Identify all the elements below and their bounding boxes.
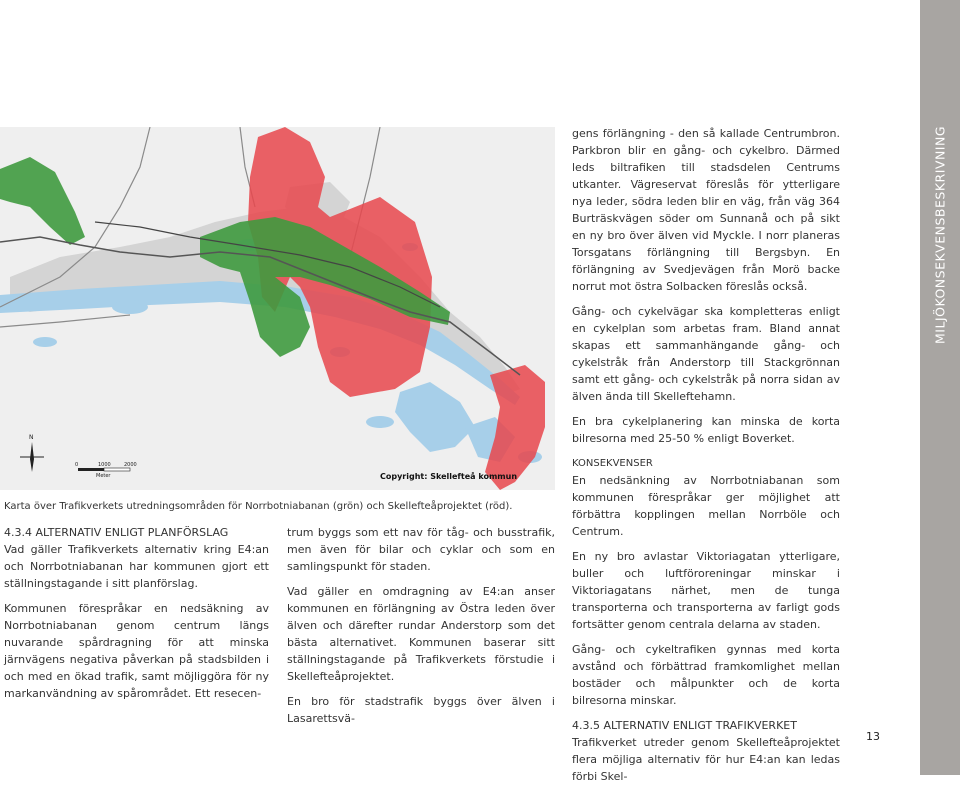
scale-unit: Meter — [96, 473, 111, 479]
scale-tick-1: 1000 — [98, 462, 111, 468]
section-heading-435: 4.3.5 ALTERNATIV ENLIGT TRAFIKVERKET — [572, 719, 797, 732]
column-3 — [572, 125, 840, 793]
map-caption: Karta över Trafikverkets utredningsområden för Norrbotniabanan (grön) och Skellefteåprojektet (röd). — [4, 501, 513, 512]
page-number: 13 — [866, 730, 880, 743]
section-heading-434: 4.3.4 ALTERNATIV ENLIGT PLANFÖRSLAG — [4, 526, 229, 539]
north-arrow-icon — [20, 434, 44, 472]
consequences-heading: KONSEKVENSER — [572, 458, 653, 469]
scale-bar — [75, 462, 137, 479]
north-label: N — [29, 434, 34, 441]
side-title: MILJÖKONSEKVENSBESKRIVNING — [932, 125, 948, 345]
scale-tick-2: 2000 — [124, 462, 137, 468]
col3-consequence-1: En nedsänkning av Norrbotniabanan som kommunen förespråkar ger möjlighet att förbättra kopplingen mellan Norrböle och Centrum. — [572, 474, 840, 538]
col2-paragraph-3: En bro för stadstrafik byggs över älven i Lasarettsvä- — [287, 695, 555, 725]
col2-paragraph-1: trum byggs som ett nav för tåg- och busstrafik, men även för bilar och cyklar och som en samlingspunkt för staden. — [287, 526, 555, 573]
side-band — [920, 0, 960, 775]
col3-consequence-3: Gång- och cykeltrafiken gynnas med korta avstånd och förbättrad framkomlighet mellan bostäder och målpunkter och de korta bilresorna minskar. — [572, 643, 840, 707]
col3-paragraph-2: Gång- och cykelvägar ska kompletteras enligt en cykelplan som arbetas fram. Bland annat skapas ett sammanhängande gång- och cykelstråk från Anderstorp till Stackgrönnan samt ett gång- och cykelstråk på norra sidan av älven ända till Skelleftehamn. — [572, 305, 840, 403]
column-1 — [4, 524, 269, 710]
col2-paragraph-2: Vad gäller en omdragning av E4:an anser kommunen en förlängning av Östra leden över älven och därefter rundar Anderstorp som det bästa alternativet. Kommunen baserar sitt ställningstagande på Trafikverkets förstudie i Skellefteåprojektet. — [287, 585, 555, 683]
map-copyright: Copyright: Skellefteå kommun — [380, 472, 518, 481]
col1-paragraph-1: Vad gäller Trafikverkets alternativ kring E4:an och Norrbotniabanan har kommunen gjort ett ställningstagande i sitt planförslag. — [4, 543, 269, 590]
col1-paragraph-2: Kommunen förespråkar en nedsäkning av Norrbotniabanan genom centrum längs nuvarande spårdragning för att minska järnvägens negativa påverkan på stadsbilden i och med en ökad trafik, samt möjliggöra för ny markanvändning av spårområdet. Ett resecen- — [4, 602, 269, 700]
column-2 — [287, 524, 555, 735]
col3-paragraph-1: gens förlängning - den så kallade Centrumbron. Parkbron blir en gång- och cykelbro. Därmed leds biltrafiken till stadsdelen Centrums utkanter. Vägreservat föreslås för ytterligare nya leder, södra leden blir en väg, från väg 364 Burträskvägen söder om Sunnanå och på sikt en ny bro över älven vid Myckle. I norr planeras Torsgatans förlängning till Bergsbyn. En förlängning av Svedjevägen från Morö backe norrut mot östra Solbacken föreslås också. — [572, 127, 840, 293]
map-figure — [0, 127, 555, 490]
col3-paragraph-final: Trafikverket utreder genom Skellefteåprojektet flera möjliga alternativ för hur E4:an kan ledas förbi Skel- — [572, 736, 840, 783]
map-svg — [0, 127, 555, 490]
scale-tick-0: 0 — [75, 462, 79, 468]
col3-paragraph-3: En bra cykelplanering kan minska de korta bilresorna med 25-50 % enligt Boverket. — [572, 415, 840, 445]
col3-consequence-2: En ny bro avlastar Viktoriagatan ytterligare, buller och luftföroreningar minskar i Viktoriagatans närhet, men de tunga transporterna och transporterna av farligt gods fortsätter genom centrala delarna av staden. — [572, 550, 840, 631]
